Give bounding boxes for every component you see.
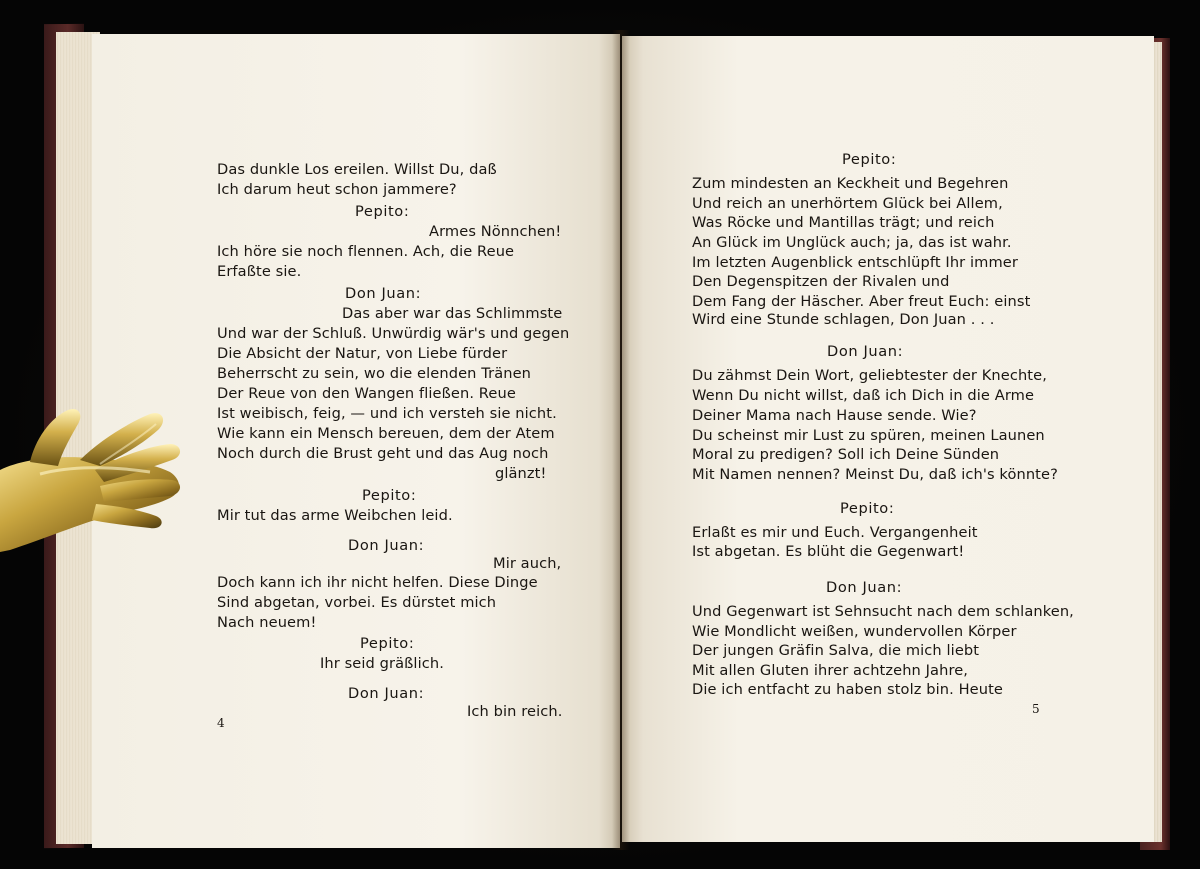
verse-line: Die Absicht der Natur, von Liebe fürder bbox=[217, 345, 508, 362]
verse-line: Beherrscht zu sein, wo die elenden Tränen bbox=[217, 365, 532, 382]
verse-line: Der jungen Gräfin Salva, die mich liebt bbox=[692, 642, 980, 659]
speaker-name: Don Juan: bbox=[826, 579, 903, 596]
speaker-name: Pepito: bbox=[840, 500, 895, 517]
verse-line: Ist abgetan. Es blüht die Gegenwart! bbox=[692, 543, 965, 560]
page-number: 4 bbox=[217, 716, 225, 730]
verse-line: Die ich entfacht zu haben stolz bin. Heute bbox=[692, 681, 1003, 698]
speaker-name: Pepito: bbox=[842, 151, 897, 168]
verse-line: Mit Namen nennen? Meinst Du, daß ich's könnte? bbox=[692, 466, 1058, 483]
speaker-name: Don Juan: bbox=[827, 343, 904, 360]
verse-line: Erlaßt es mir und Euch. Vergangenheit bbox=[692, 524, 978, 541]
right-page bbox=[622, 36, 1154, 842]
verse-line: Zum mindesten an Keckheit und Begehren bbox=[692, 175, 1009, 192]
speaker-name: Don Juan: bbox=[348, 537, 425, 554]
speaker-name: Don Juan: bbox=[345, 285, 422, 302]
verse-line: Nach neuem! bbox=[217, 614, 317, 631]
verse-line: Und reich an unerhörtem Glück bei Allem, bbox=[692, 195, 1003, 212]
page-number: 5 bbox=[1032, 702, 1040, 716]
verse-line: Ich bin reich. bbox=[467, 703, 563, 720]
verse-line: glänzt! bbox=[495, 465, 547, 482]
verse-line: Wenn Du nicht willst, daß ich Dich in die Arme bbox=[692, 387, 1035, 404]
verse-line: Mit allen Gluten ihrer achtzehn Jahre, bbox=[692, 662, 969, 679]
verse-line: Das dunkle Los ereilen. Willst Du, daß bbox=[217, 161, 497, 178]
verse-line: Doch kann ich ihr nicht helfen. Diese Dinge bbox=[217, 574, 538, 591]
verse-line: Ich darum heut schon jammere? bbox=[217, 181, 457, 198]
verse-line: Dem Fang der Häscher. Aber freut Euch: einst bbox=[692, 293, 1031, 310]
speaker-name: Don Juan: bbox=[348, 685, 425, 702]
verse-line: Deiner Mama nach Hause sende. Wie? bbox=[692, 407, 977, 424]
verse-line: Ich höre sie noch flennen. Ach, die Reue bbox=[217, 243, 515, 260]
verse-line: Mir tut das arme Weibchen leid. bbox=[217, 507, 453, 524]
verse-line: Wird eine Stunde schlagen, Don Juan . . . bbox=[692, 311, 995, 328]
verse-line: Moral zu predigen? Soll ich Deine Sünden bbox=[692, 446, 1000, 463]
verse-line: Wie kann ein Mensch bereuen, dem der Atem bbox=[217, 425, 555, 442]
verse-line: Armes Nönnchen! bbox=[429, 223, 562, 240]
verse-line: Der Reue von den Wangen fließen. Reue bbox=[217, 385, 516, 402]
verse-line: An Glück im Unglück auch; ja, das ist wahr. bbox=[692, 234, 1012, 251]
verse-line: Mir auch, bbox=[493, 555, 562, 572]
verse-line: Und war der Schluß. Unwürdig wär's und gegen bbox=[217, 325, 570, 342]
speaker-name: Pepito: bbox=[360, 635, 415, 652]
verse-line: Was Röcke und Mantillas trägt; und reich bbox=[692, 214, 995, 231]
verse-line: Sind abgetan, vorbei. Es dürstet mich bbox=[217, 594, 497, 611]
verse-line: Du zähmst Dein Wort, geliebtester der Knechte, bbox=[692, 367, 1047, 384]
verse-line: Das aber war das Schlimmste bbox=[342, 305, 563, 322]
verse-line: Ist weibisch, feig, — und ich versteh sie nicht. bbox=[217, 405, 557, 422]
speaker-name: Pepito: bbox=[355, 203, 410, 220]
book-gutter bbox=[612, 30, 630, 850]
verse-line: Erfaßte sie. bbox=[217, 263, 302, 280]
verse-line: Und Gegenwart ist Sehnsucht nach dem schlanken, bbox=[692, 603, 1074, 620]
speaker-name: Pepito: bbox=[362, 487, 417, 504]
verse-line: Den Degenspitzen der Rivalen und bbox=[692, 273, 950, 290]
verse-line: Wie Mondlicht weißen, wundervollen Körper bbox=[692, 623, 1017, 640]
verse-line: Im letzten Augenblick entschlüpft Ihr immer bbox=[692, 254, 1018, 271]
brass-hand-paperweight-icon bbox=[0, 400, 190, 580]
verse-line: Du scheinst mir Lust zu spüren, meinen Launen bbox=[692, 427, 1045, 444]
verse-line: Ihr seid gräßlich. bbox=[320, 655, 444, 672]
verse-line: Noch durch die Brust geht und das Aug noch bbox=[217, 445, 549, 462]
